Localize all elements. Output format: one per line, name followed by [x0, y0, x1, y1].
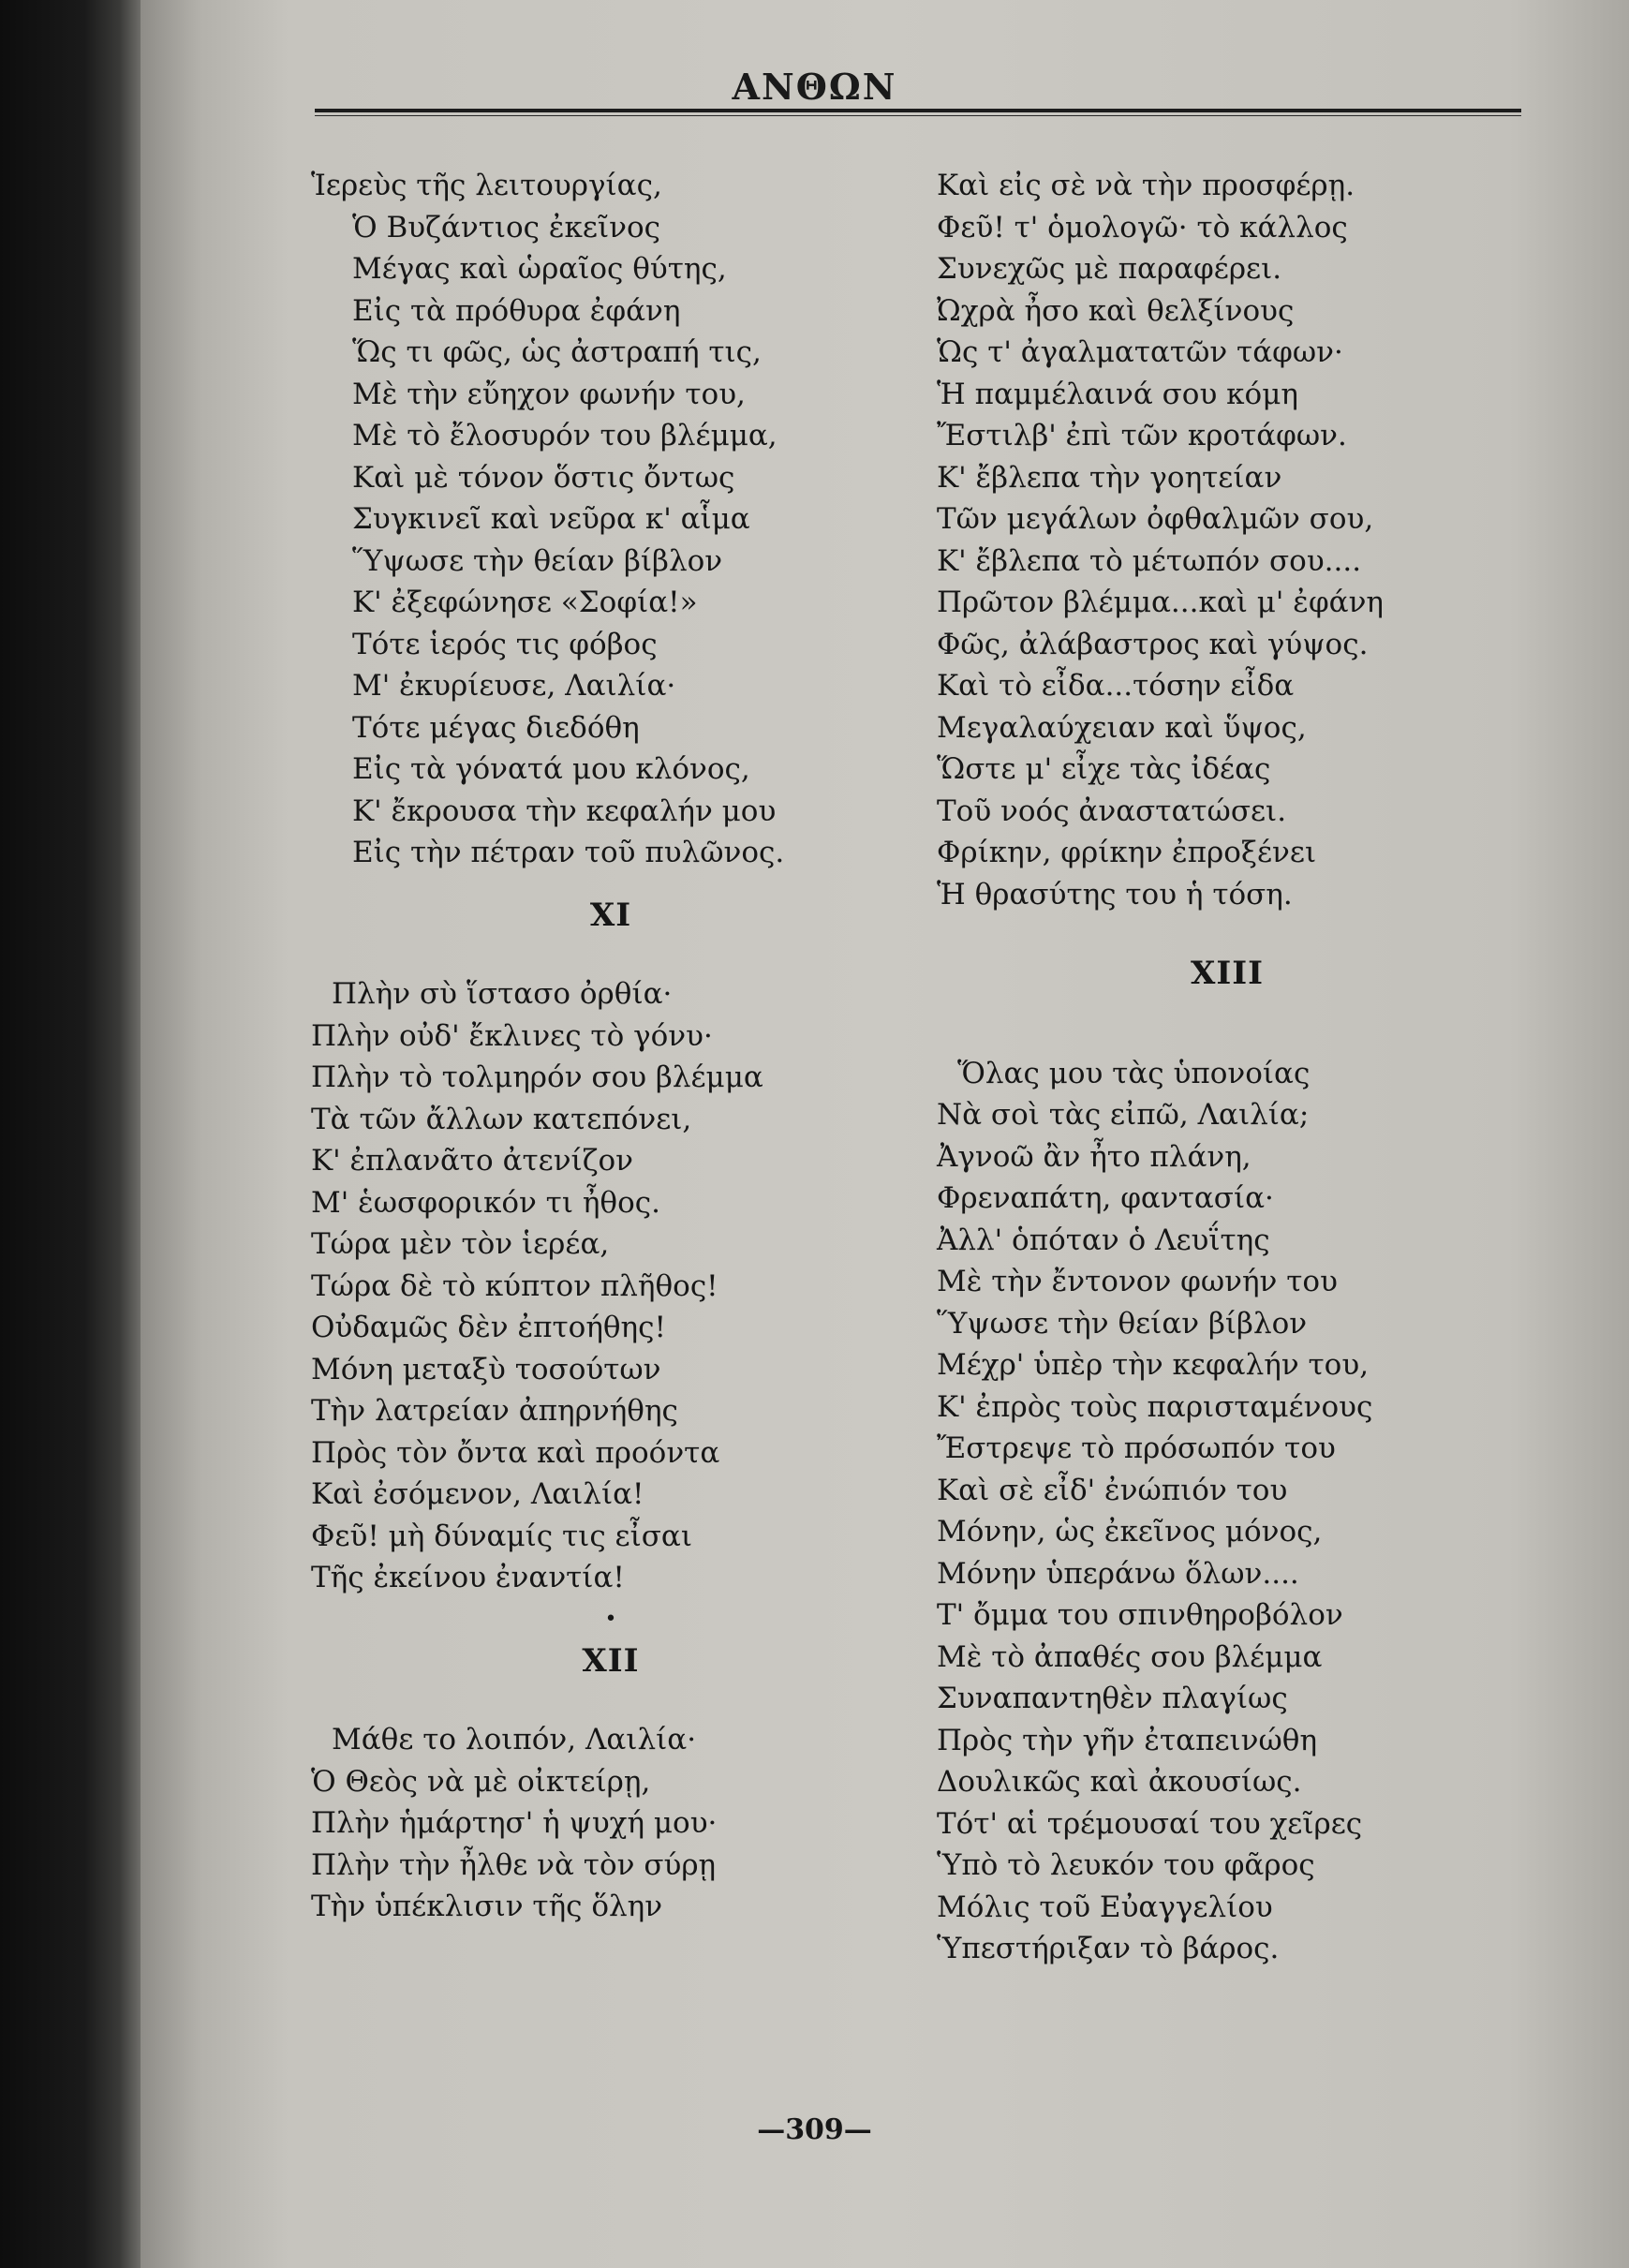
verse-line: Μεγαλαύχειαν καὶ ὕψος, [937, 710, 1307, 745]
verse-line: Ἔστρεψε τὸ πρόσωπόν του [937, 1431, 1336, 1465]
verse-line: Κ' ἔβλεπα τὴν γοητείαν [937, 460, 1282, 495]
verse-line: Πλὴν σὺ ἵστασο ὀρθία· [332, 977, 673, 1011]
verse-line: Ὥστε μ' εἶχε τὰς ἰδέας [937, 752, 1271, 786]
right-stanza-xiii [937, 1053, 1518, 1970]
section-heading-xii: XII [582, 1641, 640, 1680]
verse-line: Συνεχῶς μὲ παραφέρει. [937, 252, 1282, 286]
verse-line: Καὶ ἐσόμενον, Λαιλία! [311, 1477, 644, 1511]
verse-line: Ἀλλ' ὁπόταν ὁ Λευΐτης [937, 1223, 1270, 1257]
book-spine-shadow [0, 0, 141, 2268]
verse-line: Πλὴν τὴν ἦλθε νὰ τὸν σύρῃ [311, 1847, 717, 1882]
right-stanza-1 [937, 165, 1518, 915]
verse-line: Τότε ἱερός τις φόβος [352, 627, 658, 661]
verse-line: Μὲ τὸ ἀπαθές σου βλέμμα [937, 1639, 1323, 1674]
verse-line: Πρὸς τὸν ὄντα καὶ προόντα [311, 1435, 720, 1470]
verse-line: Μόλις τοῦ Εὐαγγελίου [937, 1890, 1273, 1924]
verse-line: Τότ' αἱ τρέμουσαί του χεῖρες [937, 1806, 1363, 1841]
verse-line: Μὲ τὸ ἔλοσυρόν του βλέμμα, [352, 419, 777, 452]
verse-line: Ὁ Βυζάντιος ἐκεῖνος [352, 210, 660, 245]
verse-line: Ἡ θρασύτης του ἡ τόση. [937, 877, 1293, 912]
verse-line: Μόνην, ὡς ἐκεῖνος μόνος, [937, 1515, 1323, 1549]
verse-line: Νὰ σοὶ τὰς εἰπῶ, Λαιλία; [937, 1098, 1310, 1132]
verse-line: Μάθε το λοιπόν, Λαιλία· [332, 1723, 697, 1757]
verse-line: Εἰς τὰ γόνατά μου κλόνος, [352, 752, 750, 786]
right-column [937, 165, 1518, 1970]
verse-line: Ὅλας μου τὰς ὑπονοίας [957, 1056, 1311, 1090]
verse-line: Κ' ἐπρὸς τοὺς παρισταμένους [937, 1389, 1373, 1424]
running-header-title: ΑΝΘΩΝ [732, 66, 897, 108]
verse-line: Μόνην ὑπεράνω ὅλων.... [937, 1556, 1299, 1591]
spacer [311, 936, 911, 973]
verse-line: Τὰ τῶν ἄλλων κατεπόνει, [311, 1102, 692, 1136]
verse-line: Ὥς τι φῶς, ὡς ἀστραπή τις, [352, 335, 762, 369]
verse-line: Μὲ τὴν ἔντονον φωνήν του [937, 1265, 1338, 1298]
verse-line: Πλὴν οὐδ' ἔκλινες τὸ γόνυ· [311, 1018, 713, 1053]
verse-line: Καὶ μὲ τόνον ὅστις ὄντως [352, 460, 735, 495]
verse-line: Πλὴν τὸ τολμηρόν σου βλέμμα [311, 1060, 763, 1094]
verse-line: Κ' ἔβλεπα τὸ μέτωπόν σου.... [937, 543, 1362, 578]
section-heading-xi: XI [589, 896, 632, 934]
left-stanza-xi [311, 973, 911, 1599]
verse-line: Τώρα δὲ τὸ κύπτον πλῆθος! [311, 1268, 718, 1303]
verse-line: Φρίκην, φρίκην ἐπροξένει [937, 836, 1317, 869]
verse-line: Τὴν λατρείαν ἀπηρνήθης [311, 1394, 678, 1428]
verse-line: Ὕψωσε τὴν θείαν βίβλον [352, 543, 723, 578]
verse-line: Ὑπεστήριξαν τὸ βάρος. [937, 1932, 1280, 1965]
spacer [937, 995, 1518, 1032]
left-stanza-1 [311, 165, 911, 874]
verse-line: Εἰς τὰ πρόθυρα ἐφάνη [352, 293, 681, 328]
spacer [311, 1682, 911, 1719]
verse-line: Μόνη μεταξὺ τοσούτων [311, 1352, 661, 1386]
verse-line: Τώρα μὲν τὸν ἱερέα, [311, 1227, 610, 1261]
verse-line: Ὕψωσε τὴν θείαν βίβλον [937, 1306, 1308, 1341]
verse-line: Μέγας καὶ ὡραῖος θύτης, [352, 252, 727, 286]
verse-line: Καὶ τὸ εἶδα...τόσην εἶδα [937, 669, 1295, 703]
verse-line: Μέχρ' ὑπὲρ τὴν κεφαλήν του, [937, 1348, 1370, 1382]
verse-line: Τότε μέγας διεδόθη [352, 710, 640, 745]
verse-line: Ἔστιλβ' ἐπὶ τῶν κροτάφων. [937, 419, 1347, 452]
verse-line: Φρεναπάτη, φαντασία· [937, 1181, 1274, 1215]
verse-line: Κ' ἐπλανᾶτο ἀτενίζον [311, 1144, 634, 1178]
verse-line: Ὑπὸ τὸ λευκόν του φᾶρος [937, 1848, 1315, 1882]
spacer [937, 1032, 1518, 1053]
left-stanza-xii [311, 1719, 911, 1928]
verse-line: Πλὴν ἡμάρτησ' ἡ ψυχή μου· [311, 1806, 718, 1840]
left-column [311, 165, 911, 1928]
ornament-dot: • [604, 1607, 617, 1631]
verse-line: Φεῦ! τ' ὁμολογῶ· τὸ κάλλος [937, 210, 1348, 245]
verse-line: Εἰς τὴν πέτραν τοῦ πυλῶνος. [352, 836, 785, 869]
verse-line: Τοῦ νοός ἀναστατώσει. [937, 793, 1287, 828]
verse-line: Συναπαντηθὲν πλαγίως [937, 1682, 1288, 1715]
verse-line: Πρὸς τὴν γῆν ἐταπεινώθη [937, 1723, 1318, 1757]
verse-line: Συγκινεῖ καὶ νεῦρα κ' αἷμα [352, 502, 750, 536]
verse-line: Ἱερεὺς τῆς λειτουργίας, [311, 169, 662, 202]
spacer [937, 915, 1518, 953]
verse-line: Ἀγνοῶ ἂν ἦτο πλάνη, [937, 1139, 1251, 1174]
verse-line: Πρῶτον βλέμμα...καὶ μ' ἐφάνη [937, 586, 1385, 619]
verse-line: Κ' ἐξεφώνησε «Σοφία!» [352, 586, 698, 619]
section-heading-xiii: XIII [1190, 955, 1265, 992]
verse-line: Ὠχρὰ ἦσο καὶ θελξίνους [937, 293, 1295, 328]
verse-line: Φῶς, ἀλάβαστρος καὶ γύψος. [937, 627, 1369, 661]
verse-line: Δουλικῶς καὶ ἀκουσίως. [937, 1765, 1302, 1799]
verse-line: Φεῦ! μὴ δύναμίς τις εἶσαι [311, 1519, 692, 1553]
header-rule [315, 109, 1521, 116]
verse-line: Μ' ἐκυρίευσε, Λαιλία· [352, 669, 676, 703]
verse-line: Τὴν ὑπέκλισιν τῆς ὅλην [311, 1890, 663, 1923]
verse-line: Ὡς τ' ἀγαλματατῶν τάφων· [937, 335, 1343, 369]
verse-line: Οὐδαμῶς δὲν ἐπτοήθης! [311, 1311, 666, 1344]
verse-line: Ἡ παμμέλαινά σου κόμη [937, 377, 1298, 411]
verse-line: Τῶν μεγάλων ὀφθαλμῶν σου, [937, 502, 1374, 536]
verse-line: Τ' ὄμμα του σπινθηροβόλον [937, 1598, 1343, 1632]
verse-line: Κ' ἔκρουσα τὴν κεφαλήν μου [352, 793, 777, 828]
verse-line: Μὲ τὴν εὔηχον φωνήν του, [352, 377, 746, 411]
page-number: —309— [757, 2113, 872, 2146]
verse-line: Καὶ σὲ εἶδ' ἐνώπιόν του [937, 1473, 1288, 1507]
verse-line: Τῆς ἐκείνου ἐναντία! [311, 1561, 625, 1594]
verse-line: Ὁ Θεὸς νὰ μὲ οἰκτείρῃ, [311, 1764, 651, 1799]
verse-line: Καὶ εἰς σὲ νὰ τὴν προσφέρῃ. [937, 169, 1355, 202]
spacer [311, 874, 911, 895]
verse-line: Μ' ἑωσφορικόν τι ἦθος. [311, 1185, 660, 1220]
